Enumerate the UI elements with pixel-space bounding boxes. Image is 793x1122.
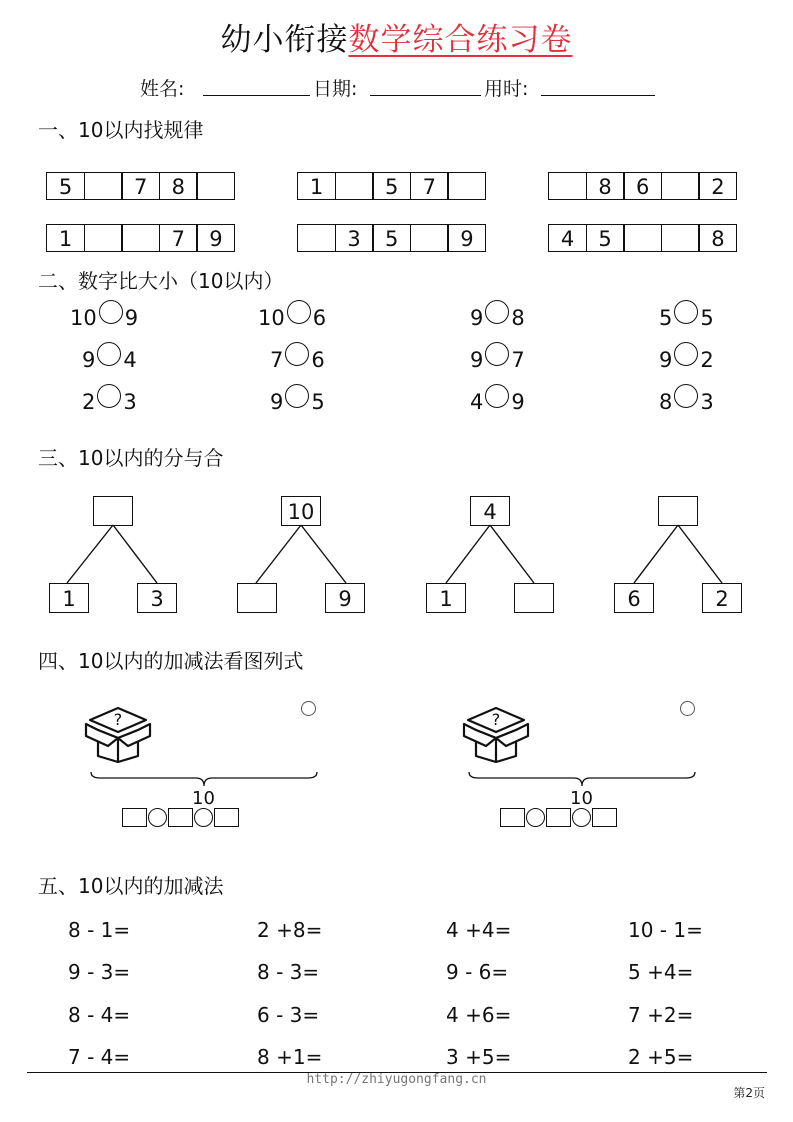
equation-item[interactable]: 4 +4= [446,918,512,942]
sequence-cell: 7 [159,224,198,252]
equation-item[interactable]: 8 - 3= [257,960,320,984]
compare-left: 5 [659,306,673,330]
decompose-left-box[interactable] [237,583,277,613]
equation-item[interactable]: 7 - 4= [68,1045,131,1069]
sequence-cell: 5 [372,224,411,252]
section-4-heading: 四、10以内的加减法看图列式 [38,649,304,673]
footer-url: http://zhiyugongfang.cn [306,1072,487,1087]
operator-circle[interactable] [572,808,591,827]
sequence-cell: 7 [410,172,449,200]
mystery-box-icon [84,702,154,764]
compare-right: 8 [511,306,525,330]
answer-square[interactable] [500,808,525,827]
compare-left: 9 [270,390,284,414]
sequence-cell: 5 [46,172,85,200]
compare-right: 9 [511,390,525,414]
operator-circle[interactable] [526,808,545,827]
sequence-cell: 8 [586,172,625,200]
compare-right: 3 [123,390,137,414]
sequence-cell: 9 [447,224,486,252]
compare-right: 6 [312,306,327,330]
compare-left: 9 [470,348,484,372]
small-circle-icon [680,701,695,716]
compare-left: 9 [659,348,673,372]
decompose-right-box[interactable] [514,583,554,613]
title-red: 数学综合练习卷 [348,22,573,58]
decompose-right-box: 2 [702,583,742,613]
equation-item[interactable]: 2 +5= [628,1045,694,1069]
svg-text:?: ? [491,710,501,729]
equation-template [122,808,239,827]
sequence-cell: 5 [372,172,411,200]
sequence-cell: 8 [698,224,737,252]
compare-left: 7 [270,348,284,372]
decompose-top-box: 4 [470,496,510,526]
compare-left: 9 [470,306,484,330]
sequence-cell: 1 [46,224,85,252]
small-circle-icon [301,701,316,716]
sequence-cell: 5 [586,224,625,252]
compare-right: 4 [123,348,137,372]
operator-circle[interactable] [148,808,167,827]
equation-item[interactable]: 4 +6= [446,1003,512,1027]
compare-right: 5 [700,306,714,330]
curly-brace [90,770,318,790]
decompose-left-box: 1 [49,583,89,613]
equation-template [500,808,617,827]
section-3-heading: 三、10以内的分与合 [38,446,224,470]
title-black: 幼小衔接 [220,22,349,58]
compare-right: 6 [311,348,325,372]
decompose-left-box: 6 [614,583,654,613]
total-label: 10 [570,788,593,809]
decompose-left-box: 1 [426,583,466,613]
compare-left: 10 [70,306,97,330]
equation-item[interactable]: 2 +8= [257,918,323,942]
compare-left: 9 [82,348,96,372]
section-1-heading: 一、10以内找规律 [38,118,204,142]
equation-item[interactable]: 5 +4= [628,960,694,984]
page-number: 第2页 [733,1086,765,1100]
equation-item[interactable]: 8 - 4= [68,1003,131,1027]
compare-right: 9 [124,306,139,330]
equation-item[interactable]: 7 +2= [628,1003,694,1027]
section-2-heading: 二、数字比大小（10以内） [38,269,284,293]
total-label: 10 [192,788,215,809]
equation-item[interactable]: 6 - 3= [257,1003,320,1027]
compare-left: 8 [659,390,673,414]
compare-left: 2 [82,390,96,414]
time-label: 用时: [484,78,529,100]
answer-square[interactable] [214,808,239,827]
operator-circle[interactable] [194,808,213,827]
compare-left: 4 [470,390,484,414]
answer-square[interactable] [122,808,147,827]
compare-left: 10 [258,306,285,330]
equation-item[interactable]: 3 +5= [446,1045,512,1069]
sequence-cell: 9 [196,224,235,252]
equation-item[interactable]: 8 +1= [257,1045,323,1069]
sequence-cell: 2 [698,172,737,200]
sequence-cell: 6 [623,172,662,200]
decompose-top-box[interactable] [93,496,133,526]
mystery-box-icon [462,702,532,764]
sequence-cell: 1 [297,172,336,200]
sequence-cell: 7 [121,172,160,200]
svg-text:?: ? [113,710,123,729]
name-label: 姓名: [140,78,185,100]
equation-item[interactable]: 8 - 1= [68,918,131,942]
decompose-right-box: 3 [137,583,177,613]
compare-right: 5 [311,390,325,414]
equation-item[interactable]: 10 - 1= [628,918,703,942]
date-label: 日期: [313,78,358,100]
equation-item[interactable]: 9 - 3= [68,960,131,984]
compare-right: 2 [700,348,714,372]
decompose-top-box: 10 [281,496,321,526]
sequence-cell: 8 [159,172,198,200]
curly-brace [468,770,696,790]
decompose-top-box[interactable] [658,496,698,526]
compare-right: 7 [511,348,525,372]
sequence-cell: 4 [548,224,587,252]
decompose-right-box: 9 [325,583,365,613]
section-5-heading: 五、10以内的加减法 [38,874,224,898]
equation-item[interactable]: 9 - 6= [446,960,509,984]
answer-square[interactable] [592,808,617,827]
sequence-cell: 3 [335,224,374,252]
answer-square[interactable] [168,808,193,827]
answer-square[interactable] [546,808,571,827]
compare-right: 3 [700,390,714,414]
